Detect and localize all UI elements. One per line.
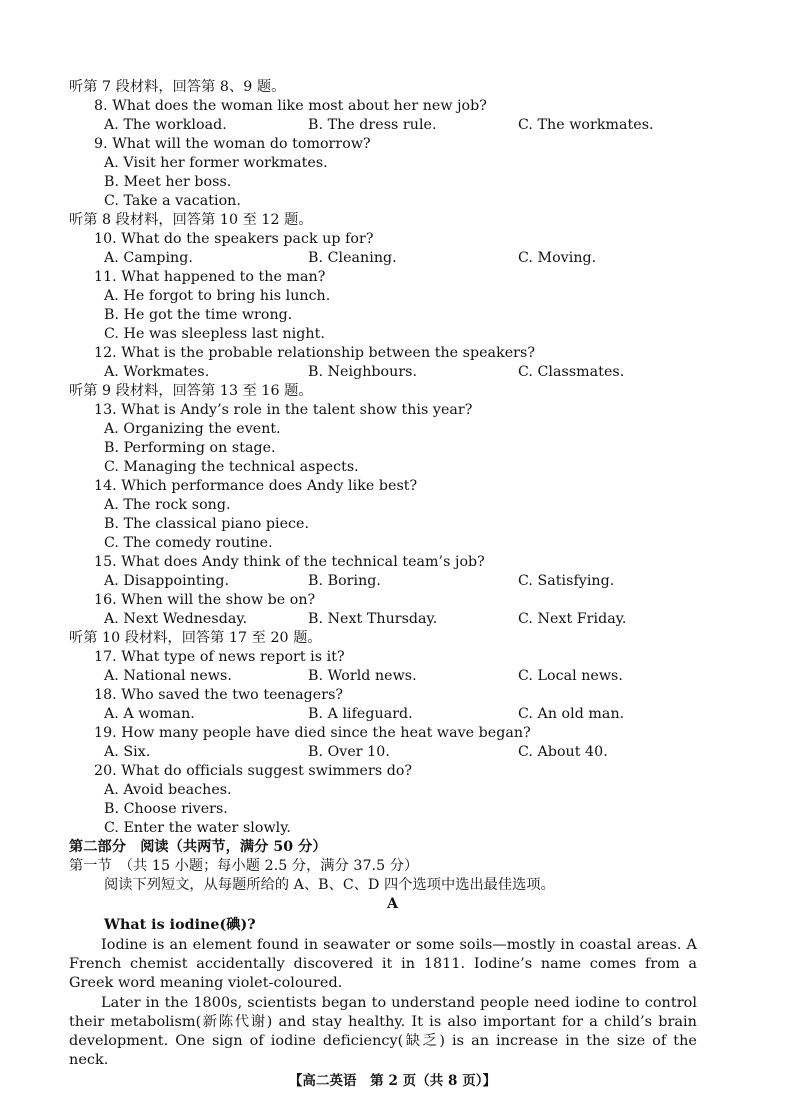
- option-17c: C. Local news.: [518, 668, 623, 684]
- option-11a: A. He forgot to bring his lunch.: [104, 288, 331, 304]
- option-18a: A. A woman.: [104, 706, 195, 722]
- option-16c: C. Next Friday.: [518, 611, 627, 627]
- option-12c: C. Classmates.: [518, 364, 625, 380]
- option-9a: A. Visit her former workmates.: [104, 155, 328, 171]
- option-10c: C. Moving.: [518, 250, 597, 266]
- option-20c: C. Enter the water slowly.: [104, 820, 291, 836]
- option-8b: B. The dress rule.: [308, 117, 437, 133]
- option-9c: C. Take a vacation.: [104, 193, 241, 209]
- option-14b: B. The classical piano piece.: [104, 516, 310, 532]
- option-15c: C. Satisfying.: [518, 573, 615, 589]
- option-10b: B. Cleaning.: [308, 250, 397, 266]
- reading-instruction: 阅读下列短文，从每题所给的 A、B、C、D 四个选项中选出最佳选项。: [104, 877, 555, 893]
- option-13c: C. Managing the technical aspects.: [104, 459, 359, 475]
- option-8a: A. The workload.: [104, 117, 227, 133]
- option-10a: A. Camping.: [104, 250, 193, 266]
- option-19c: C. About 40.: [518, 744, 608, 760]
- question-19: 19. How many people have died since the heat wave began?: [94, 725, 531, 741]
- option-11c: C. He was sleepless last night.: [104, 326, 325, 342]
- option-19b: B. Over 10.: [308, 744, 390, 760]
- question-14: 14. Which performance does Andy like best?: [94, 478, 418, 494]
- option-19a: A. Six.: [104, 744, 151, 760]
- option-17a: A. National news.: [104, 668, 232, 684]
- option-18c: C. An old man.: [518, 706, 625, 722]
- section-header-10: 听第 10 段材料，回答第 17 至 20 题。: [69, 630, 322, 646]
- option-13b: B. Performing on stage.: [104, 440, 276, 456]
- option-17b: B. World news.: [308, 668, 417, 684]
- section-header-9: 听第 9 段材料，回答第 13 至 16 题。: [69, 383, 313, 399]
- option-9b: B. Meet her boss.: [104, 174, 232, 190]
- question-13: 13. What is Andy’s role in the talent show this year?: [94, 402, 473, 418]
- question-10: 10. What do the speakers pack up for?: [94, 231, 374, 247]
- option-14a: A. The rock song.: [104, 497, 231, 513]
- question-11: 11. What happened to the man?: [94, 269, 326, 285]
- question-9: 9. What will the woman do tomorrow?: [94, 136, 371, 152]
- question-17: 17. What type of news report is it?: [94, 649, 345, 665]
- option-20a: A. Avoid beaches.: [104, 782, 232, 798]
- question-18: 18. Who saved the two teenagers?: [94, 687, 344, 703]
- passage-title: What is iodine(碘)?: [104, 917, 256, 933]
- option-18b: B. A lifeguard.: [308, 706, 413, 722]
- passage-letter: A: [386, 896, 399, 912]
- option-15b: B. Boring.: [308, 573, 381, 589]
- page-footer: 【高二英语 第 2 页（共 8 页）】: [288, 1073, 497, 1089]
- option-13a: A. Organizing the event.: [104, 421, 281, 437]
- option-8c: C. The workmates.: [518, 117, 654, 133]
- option-11b: B. He got the time wrong.: [104, 307, 293, 323]
- question-16: 16. When will the show be on?: [94, 592, 316, 608]
- passage-paragraph-2: Later in the 1800s, scientists began to understand people need iodine to control their metabolism(新陈代谢) and stay healthy. It is also important for a child’s brain development. One sign of iodine deficiency(缺乏) is an increase in the size of the neck.: [69, 995, 697, 1068]
- question-12: 12. What is the probable relationship between the speakers?: [94, 345, 535, 361]
- option-12b: B. Neighbours.: [308, 364, 418, 380]
- part-two-title: 第二部分 阅读（共两节，满分 50 分）: [69, 839, 327, 855]
- option-20b: B. Choose rivers.: [104, 801, 228, 817]
- section-one-title: 第一节 （共 15 小题；每小题 2.5 分，满分 37.5 分）: [69, 858, 419, 874]
- option-15a: A. Disappointing.: [104, 573, 230, 589]
- question-20: 20. What do officials suggest swimmers do?: [94, 763, 413, 779]
- section-header-7: 听第 7 段材料，回答第 8、9 题。: [69, 79, 286, 95]
- passage-paragraph-1: Iodine is an element found in seawater or some soils—mostly in coastal areas. A French chemist accidentally discovered it in 1811. Iodine’s name comes from a Greek word meaning violet-coloured.: [69, 937, 697, 991]
- option-12a: A. Workmates.: [104, 364, 210, 380]
- option-16a: A. Next Wednesday.: [104, 611, 248, 627]
- question-8: 8. What does the woman like most about her new job?: [94, 98, 487, 114]
- section-header-8: 听第 8 段材料，回答第 10 至 12 题。: [69, 212, 313, 228]
- question-15: 15. What does Andy think of the technical team’s job?: [94, 554, 485, 570]
- option-16b: B. Next Thursday.: [308, 611, 438, 627]
- option-14c: C. The comedy routine.: [104, 535, 273, 551]
